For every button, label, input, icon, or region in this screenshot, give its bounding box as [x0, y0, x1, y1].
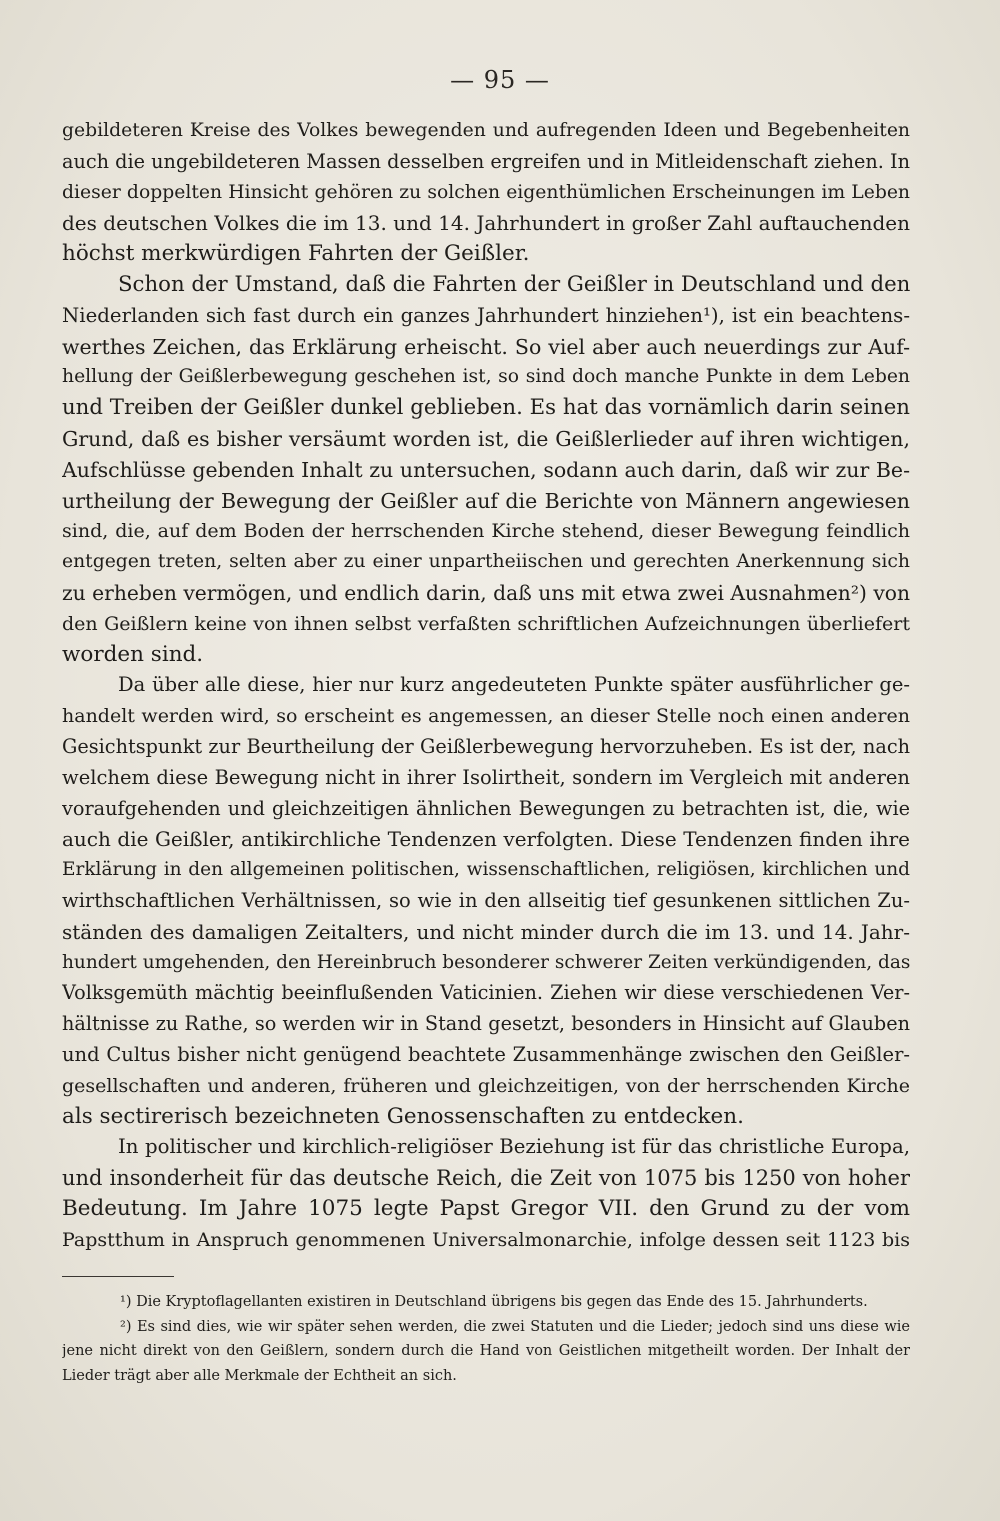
- text-line: ständen des damaligen Zeitalters, und nicht minder durch die im 13. und 14. Jahr-: [62, 919, 910, 944]
- text-line: worden sind.: [62, 641, 204, 667]
- text-line: wirthschaftlichen Verhältnissen, so wie in den allseitig tief gesunkenen sittlichen Zu-: [62, 888, 910, 912]
- text-line: hundert umgehenden, den Hereinbruch besonderer schwerer Zeiten verkündigenden, das: [62, 951, 910, 973]
- footnote-line: jene nicht direkt von den Geißlern, sondern durch die Hand von Geistlichen mitgetheilt worden. Der Inhalt der: [62, 1343, 910, 1359]
- text-line: auch die ungebildeteren Massen desselben ergreifen und in Mitleidenschaft ziehen. In: [62, 149, 910, 173]
- text-line: Volksgemüth mächtig beeinflußenden Vaticinien. Ziehen wir diese verschiedenen Ver-: [62, 981, 910, 1005]
- footnote-rule: [62, 1276, 174, 1277]
- text-line: als sectirerisch bezeichneten Genossenschaften zu entdecken.: [62, 1103, 744, 1129]
- footnote-line: Lieder trägt aber alle Merkmale der Echtheit an sich.: [62, 1367, 457, 1384]
- text-line: Papstthum in Anspruch genommenen Universalmonarchie, infolge dessen seit 1123 bis: [62, 1228, 910, 1251]
- text-line: gesellschaften und anderen, früheren und gleichzeitigen, von der herrschenden Kirche: [62, 1074, 910, 1097]
- text-line: Da über alle diese, hier nur kurz angedeuteten Punkte später ausführlicher ge-: [118, 673, 910, 697]
- text-line: des deutschen Volkes die im 13. und 14. Jahrhundert in großer Zahl auftauchenden: [62, 211, 910, 236]
- text-line: auch die Geißler, antikirchliche Tendenzen verfolgten. Diese Tendenzen finden ihre: [62, 827, 910, 852]
- text-line: und Treiben der Geißler dunkel geblieben. Es hat das vornämlich darin seinen: [62, 395, 910, 421]
- text-line: Erklärung in den allgemeinen politischen, wissenschaftlichen, religiösen, kirchlichen und: [62, 859, 910, 881]
- text-line: hellung der Geißlerbewegung geschehen ist, so sind doch manche Punkte in dem Leben: [62, 366, 910, 388]
- text-line: höchst merkwürdigen Fahrten der Geißler.: [62, 241, 530, 267]
- body-text: [62, 116, 910, 1255]
- text-line: In politischer und kirchlich-religiöser Beziehung ist für das christliche Europa,: [118, 1135, 910, 1159]
- text-line: den Geißlern keine von ihnen selbst verfaßten schriftlichen Aufzeichnungen überliefert: [62, 612, 910, 635]
- text-line: urtheilung der Bewegung der Geißler auf die Berichte von Männern angewiesen: [62, 488, 910, 513]
- text-line: Aufschlüsse gebenden Inhalt zu untersuchen, sodann auch darin, daß wir zur Be-: [62, 457, 910, 482]
- text-line: zu erheben vermögen, und endlich darin, daß uns mit etwa zwei Ausnahmen²) von: [62, 580, 910, 605]
- footnote-line: ¹) Die Kryptoflagellanten existiren in Deutschland übrigens bis gegen das Ende des 15. Jahrhunderts.: [120, 1294, 868, 1310]
- text-line: werthes Zeichen, das Erklärung erheischt. So viel aber auch neuerdings zur Auf-: [62, 334, 910, 359]
- text-line: Grund, daß es bisher versäumt worden ist, die Geißlerlieder auf ihren wichtigen,: [62, 426, 910, 451]
- footnote-line: ²) Es sind dies, wie wir später sehen werden, die zwei Statuten und die Lieder; jedoch sind uns diese wie: [120, 1318, 910, 1335]
- text-line: welchem diese Bewegung nicht in ihrer Isolirtheit, sondern im Vergleich mit anderen: [62, 765, 910, 789]
- text-line: Bedeutung. Im Jahre 1075 legte Papst Gregor VII. den Grund zu der vom: [62, 1195, 910, 1221]
- text-line: handelt werden wird, so erscheint es angemessen, an dieser Stelle noch einen anderen: [62, 705, 910, 728]
- page-number: — 95 —: [450, 66, 550, 94]
- text-line: hältnisse zu Rathe, so werden wir in Stand gesetzt, besonders in Hinsicht auf Glauben: [62, 1012, 910, 1036]
- text-line: Niederlanden sich fast durch ein ganzes Jahrhundert hinziehen¹), ist ein beachtens-: [62, 303, 910, 327]
- text-line: dieser doppelten Hinsicht gehören zu solchen eigenthümlichen Erscheinungen im Leben: [62, 181, 910, 203]
- text-line: und insonderheit für das deutsche Reich, die Zeit von 1075 bis 1250 von hoher: [62, 1166, 910, 1191]
- text-line: und Cultus bisher nicht genügend beachtete Zusammenhänge zwischen den Geißler-: [62, 1042, 910, 1066]
- text-line: sind, die, auf dem Boden der herrschenden Kirche stehend, dieser Bewegung feindlich: [62, 520, 910, 543]
- text-line: gebildeteren Kreise des Volkes bewegenden und aufregenden Ideen und Begebenheiten: [62, 120, 910, 141]
- text-line: Schon der Umstand, daß die Fahrten der Geißler in Deutschland und den: [118, 271, 910, 297]
- text-line: voraufgehenden und gleichzeitigen ähnlichen Bewegungen zu betrachten ist, die, wie: [62, 796, 910, 820]
- text-line: Gesichtspunkt zur Beurtheilung der Geißlerbewegung hervorzuheben. Es ist der, nach: [62, 734, 910, 758]
- footnotes: [62, 1290, 910, 1388]
- text-line: entgegen treten, selten aber zu einer unpartheiischen und gerechten Anerkennung sich: [62, 551, 910, 573]
